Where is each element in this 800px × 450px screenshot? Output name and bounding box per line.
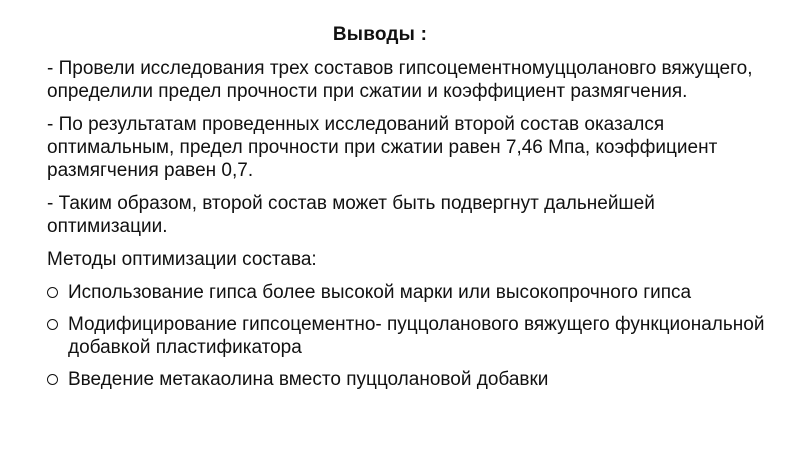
hollow-circle-bullet-icon [47,319,58,330]
hollow-circle-bullet-icon [47,287,58,298]
list-item-text: Модифицирование гипсоцементно- пуццоланового вяжущего функциональной добавкой пластификатора [68,314,765,358]
slide-content [47,57,767,400]
list-item [47,281,767,304]
methods-list [47,281,767,391]
list-item [47,368,767,391]
list-item [47,313,767,359]
slide-title: Выводы : [332,24,428,45]
conclusion-paragraph-1: - Провели исследования трех составов гипсоцементномуццолановго вяжущего, определили предел прочности при сжатии и коэффициент размягчения. [47,58,753,102]
methods-heading: Методы оптимизации состава: [47,249,317,270]
hollow-circle-bullet-icon [47,374,58,385]
conclusion-paragraph-2: - По результатам проведенных исследований второй состав оказался оптимальным, предел прочности при сжатии равен 7,46 Мпа, коэффициент размягчения равен 0,7. [47,114,718,181]
conclusion-paragraph-3: - Таким образом, второй состав может быть подвергнут дальнейшей оптимизации. [47,193,655,237]
list-item-text: Введение метакаолина вместо пуццолановой добавки [68,369,549,390]
list-item-text: Использование гипса более высокой марки или высокопрочного гипса [68,282,692,303]
